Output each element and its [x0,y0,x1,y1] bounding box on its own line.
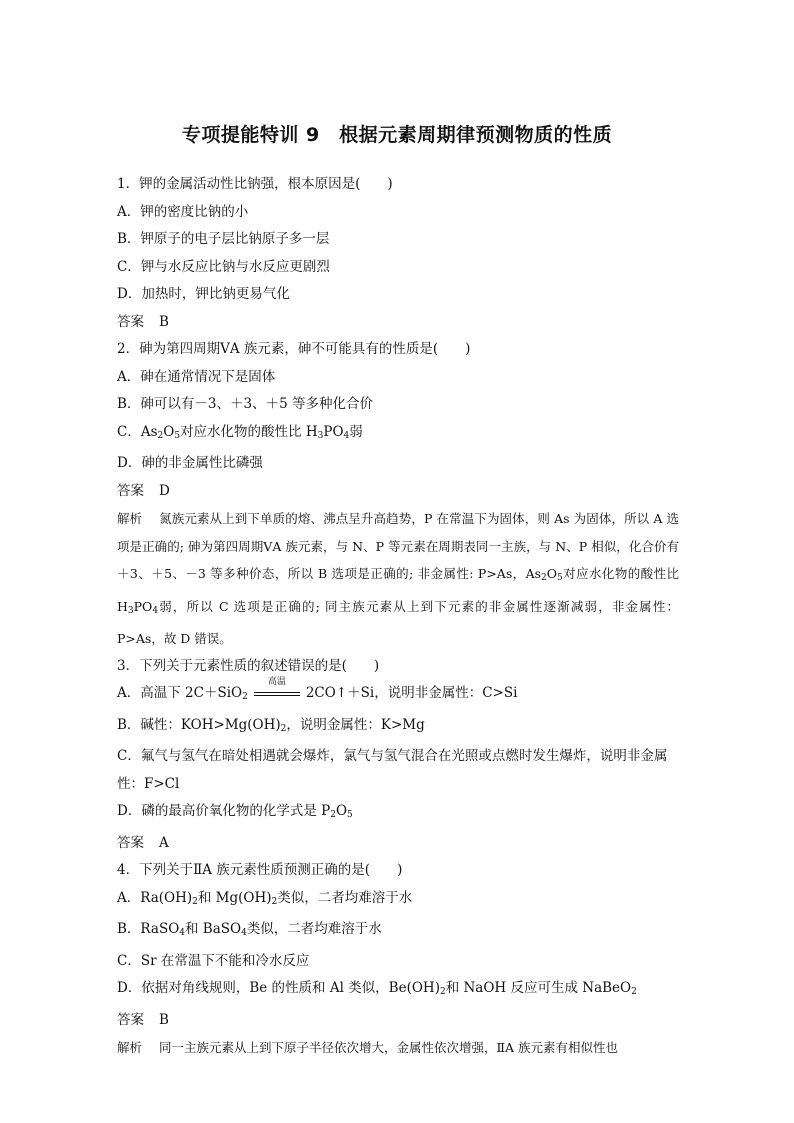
q3-a-sub: 2 [242,692,248,702]
q4-a-text: A．Ra(OH) [117,889,193,906]
q3-option-c: C．氟气与氢气在暗处相遇就会爆炸，氯气与氢气混合在光照或点燃时发生爆炸，说明非金属性：F>Cl [117,748,668,792]
q4-explanation [117,1034,679,1062]
q2-option-a: A．砷在通常情况下是固体 [117,368,276,385]
q3-d-sub: 5 [347,810,353,820]
q2-c-text: PO [323,423,344,440]
q2-expl-text: O [546,566,557,581]
q2-expl-sub: 4 [152,605,159,616]
q2-option-b: B．砷可以有－3、＋3、＋5 等多种化合价 [117,396,373,412]
q3-option-a [117,676,679,712]
q2-option-c [117,419,679,451]
q3-answer-value: A [159,834,169,851]
q2-c-text: C．As [117,423,158,440]
q2-answer [117,478,679,506]
q2-option-d: D．砷的非金属性比磷强 [117,455,263,471]
question-list [117,171,679,1062]
q2-c-text: 对应水化物的酸性比 H [180,423,318,440]
q3-option-b [117,712,679,744]
q2-c-text: 弱 [349,423,363,440]
q4-option-a [117,885,679,917]
q2-expl-sub: 3 [127,605,134,616]
q4-b-text: 类似，二者均难溶于水 [246,921,382,937]
answer-label: 答案 [117,834,144,851]
explanation-label: 解析 [117,511,143,526]
q4-b-text: B．RaSO [117,921,180,937]
q4-b-sub: 4 [179,928,185,938]
q4-stem: 4．下列关于ⅡA 族元素性质预测正确的是( ) [117,862,403,878]
q2-expl-sub: 2 [541,573,547,583]
q2-c-sub: 2 [157,430,164,441]
q2-c-sub: 4 [343,430,350,441]
q4-a-text: 和 Mg(OH) [197,889,272,906]
page-title: 专项提能特训 9 根据元素周期律预测物质的性质 [181,124,613,146]
q4-b-text: 和 BaSO [185,921,242,937]
q4-option-b [117,916,679,948]
q1-stem: 1．钾的金属活动性比钠强，根本原因是( ) [117,176,393,192]
q4-expl-text: 同一主族元素从上到下原子半径依次增大，金属性依次增强，ⅡA 族元素有相似性也 [159,1040,618,1055]
q4-answer [117,1007,679,1035]
q4-b-sub: 4 [241,928,247,938]
q1-option-a: A．钾的密度比钠的小 [117,203,249,220]
reaction-condition-arrow [254,676,300,701]
q2-expl-text: 对应水化物的酸性比 H [117,566,679,614]
q3-a-text: A．高温下 2C＋SiO [117,685,243,701]
q3-option-d [117,798,679,830]
q2-answer-value: D [159,482,170,499]
q3-d-sub: 2 [330,810,336,820]
q4-d-sub: 2 [439,987,446,997]
q2-c-text: O [163,423,175,440]
q4-a-sub: 2 [192,896,198,907]
answer-label: 答案 [117,313,144,330]
q3-b-text: B．碱性：KOH>Mg(OH) [117,716,281,733]
q1-option-d: D．加热时，钾比钠更易气化 [117,286,290,302]
q4-d-sub: 2 [631,987,637,997]
q3-b-sub: 2 [280,723,287,734]
q2-c-sub: 3 [317,430,324,441]
q1-option-b: B．钾原子的电子层比钠原子多一层 [117,231,330,247]
q3-d-text: D．磷的最高价氧化物的化学式是 P [117,803,331,819]
q2-expl-text: PO [133,598,153,614]
q2-stem: 2．砷为第四周期ⅤA 族元素，砷不可能具有的性质是( ) [117,341,471,357]
q2-c-sub: 5 [174,430,181,441]
q4-a-sub: 2 [271,896,278,907]
q3-d-text: O [335,803,348,819]
q1-answer-value: B [159,313,169,330]
q2-expl-text: 氮族元素从上到下单质的熔、沸点呈升高趋势，P 在常温下为固体，则 As 为固体，所以 A 选项是正确的; 砷为第四周期ⅤA 族元素，与 N、P 等元素在周期表同一主族，与 N、P 相似，化合价有＋3、＋5、－3 等多种价态，所以 B 选项是正确的; 非金属性: P>As，As [117,511,679,581]
answer-label: 答案 [117,482,144,499]
explanation-label: 解析 [117,1040,143,1055]
q4-a-text: 类似，二者均难溶于水 [277,889,413,906]
q3-b-text: ，说明金属性：K>Mg [286,716,425,733]
q4-d-text: 和 NaOH 反应可生成 NaBeO [445,980,632,996]
q4-option-d [117,975,679,1007]
q3-a-text: 2CO↑＋Si，说明非金属性：C>Si [305,685,518,701]
q4-answer-value: B [159,1011,169,1028]
q2-expl-sub: 5 [557,573,563,583]
q3-stem: 3．下列关于元素性质的叙述错误的是( ) [117,657,380,674]
q1-answer [117,309,679,337]
q4-d-text: D．依据对角线规则，Be 的性质和 Al 类似，Be(OH) [117,980,440,996]
q1-option-c: C．钾与水反应比钠与水反应更剧烈 [117,258,330,275]
q3-answer [117,830,679,858]
reaction-condition-label: 高温 [267,676,286,687]
q2-explanation [117,505,679,653]
answer-label: 答案 [117,1011,144,1028]
q2-expl-text: 弱，所以 C 选项是正确的; 同主族元素从上到下元素的非金属性逐渐减弱，非金属性：P>As，故 D 错误。 [117,598,679,646]
q4-option-c: C．Sr 在常温下不能和冷水反应 [117,952,310,969]
